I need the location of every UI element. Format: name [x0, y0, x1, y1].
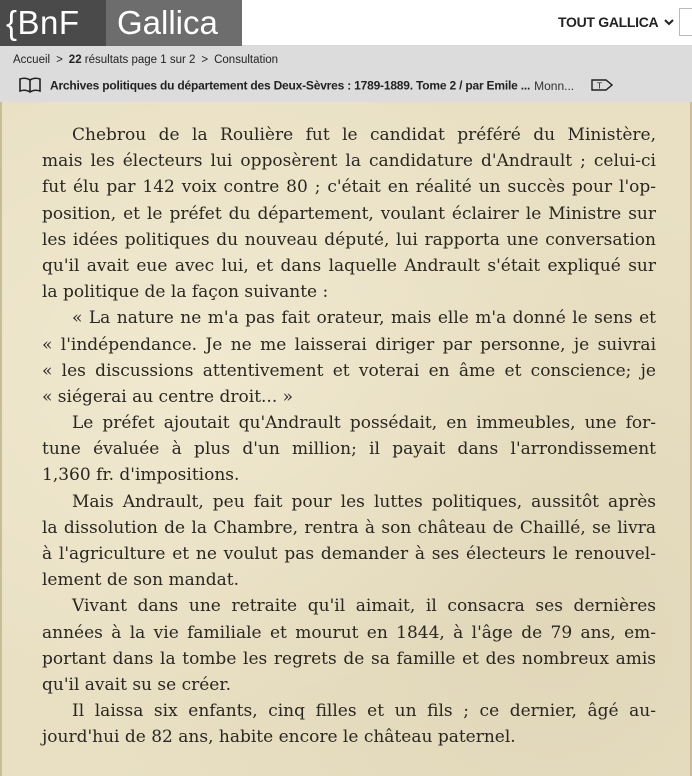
text-line: qu'il avait eue avec lui, et dans laquelle Andrault s'était expliqué sur — [42, 255, 656, 276]
text-line: « siégerai au centre droit... » — [42, 386, 294, 407]
text-line: la politique de la façon suivante : — [42, 282, 329, 303]
document-page-scan — [0, 102, 692, 776]
search-scope-dropdown[interactable] — [558, 14, 674, 30]
text-line: Vivant dans une retraite qu'il aimait, il consacra ses dernières — [72, 596, 656, 617]
text-line: jourd'hui de 82 ans, habite encore le château paternel. — [42, 727, 516, 748]
text-line: portant dans la tombe les regrets de sa famille et des nombreux amis — [42, 648, 656, 669]
breadcrumb-results-count[interactable]: 22 — [68, 54, 82, 66]
breadcrumb — [13, 54, 278, 66]
text-line: à l'agriculture et ne voulut pas demander à ses électeurs le renouvel- — [42, 544, 656, 564]
breadcrumb-home[interactable]: Accueil — [13, 54, 51, 66]
document-more[interactable]: Monn... — [534, 78, 575, 93]
text-line: Il laissa six enfants, cinq filles et un fils ; ce dernier, âgé au- — [72, 701, 656, 722]
breadcrumb-separator: > — [201, 54, 209, 66]
text-line: position, et le préfet du département, voulant éclairer le Ministre sur — [42, 203, 656, 224]
gallica-logo[interactable]: Gallica — [106, 0, 242, 46]
breadcrumb-separator: > — [56, 54, 63, 66]
document-title[interactable]: Archives politiques du département des Deux-Sèvres : 1789-1889. Tome 2 / par Emile ... — [50, 78, 531, 93]
chevron-down-icon — [664, 17, 674, 29]
book-icon — [18, 76, 42, 97]
text-line: tune évaluée à plus d'un million; il payait dans l'arrondissement — [42, 439, 656, 460]
top-header — [0, 0, 692, 46]
text-line: Mais Andrault, peu fait pour les luttes politiques, aussitôt après — [72, 491, 656, 512]
text-line: fut élu par 142 voix contre 80 ; c'était en réalité un succès pour l'op- — [42, 177, 656, 198]
page-text — [42, 122, 656, 751]
text-line: Chebrou de la Roulière fut le candidat préféré du Ministère, — [72, 125, 656, 145]
text-line: Le préfet ajoutait qu'Andrault possédait, en immeubles, une for- — [72, 413, 656, 434]
document-bar — [0, 46, 692, 102]
text-line: qu'il avait su se créer. — [42, 674, 232, 695]
document-title-row — [18, 76, 613, 97]
breadcrumb-results[interactable]: résultats page 1 sur 2 — [84, 54, 196, 66]
breadcrumb-current: Consultation — [214, 54, 279, 66]
text-type-icon[interactable] — [591, 78, 613, 95]
text-line: « l'indépendance. Je ne me laisserai diriger par personne, je suivrai — [42, 334, 656, 355]
text-line: « les discussions attentivement et voterai en âme et conscience; je — [42, 360, 656, 381]
text-line: les idées politiques du nouveau député, lui rapporta une conversation — [42, 229, 656, 250]
svg-text:T: T — [597, 81, 603, 91]
text-line: lement de son mandat. — [42, 570, 239, 591]
text-line: la dissolution de la Chambre, rentra à son château de Chaillé, se livra — [42, 517, 656, 538]
text-line: années à la vie familiale et mourut en 1844, à l'âge de 79 ans, em- — [42, 622, 656, 643]
text-line: 1,360 fr. d'impositions. — [42, 465, 240, 486]
search-input[interactable] — [679, 8, 692, 36]
bnf-logo[interactable]: {BnF — [0, 0, 106, 46]
search-scope-label: TOUT GALLICA — [558, 14, 659, 30]
text-line: mais les électeurs lui opposèrent la candidature d'Andrault ; celui-ci — [42, 151, 656, 172]
text-line: « La nature ne m'a pas fait orateur, mais elle m'a donné le sens et — [72, 308, 656, 329]
